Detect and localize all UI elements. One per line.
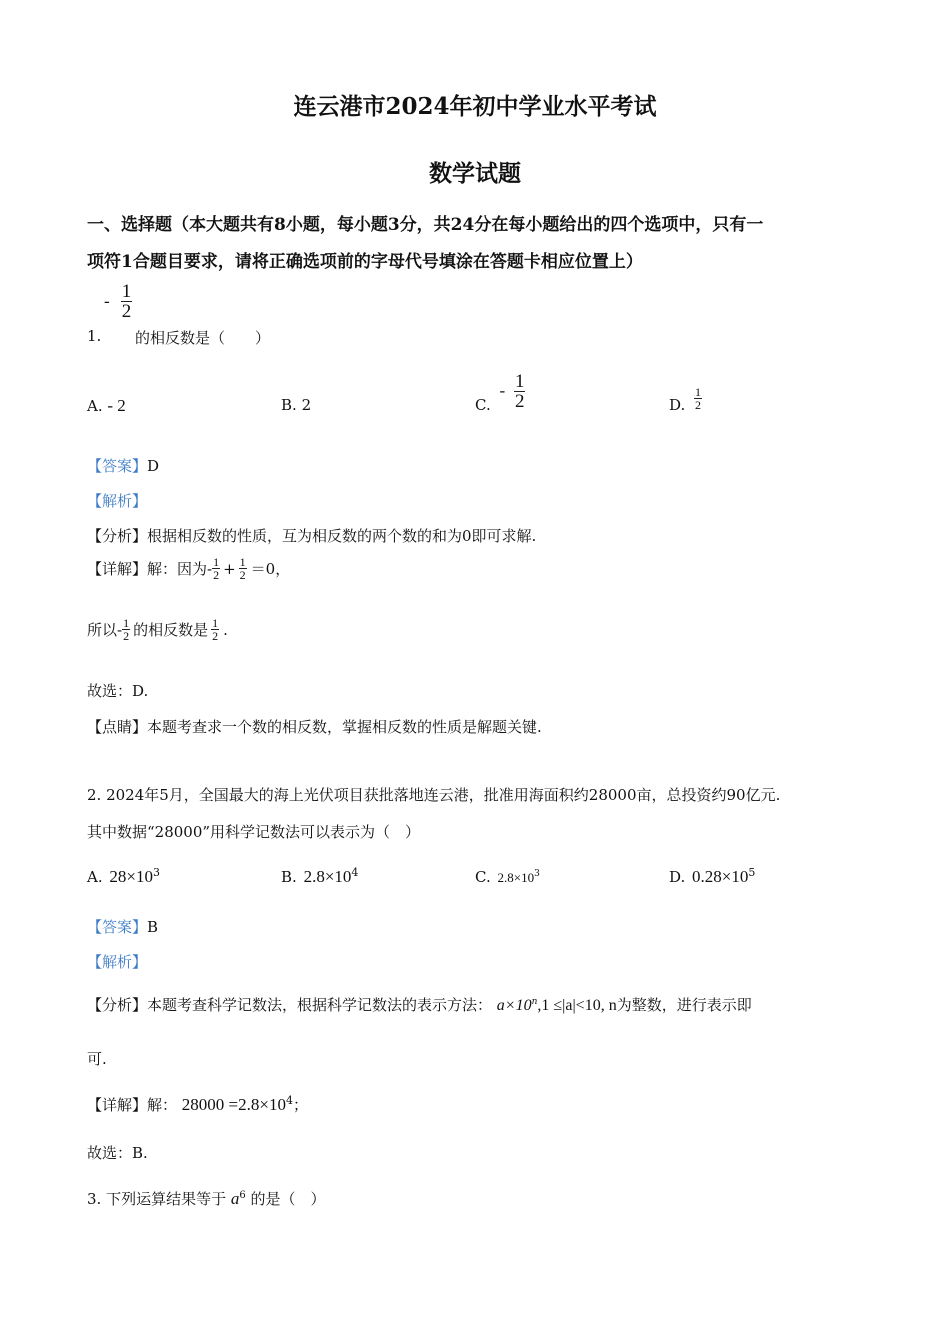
q2-option-c: C. $2.8\times 10^3$ [475, 868, 540, 886]
q2-guxuan: 故选：B. [87, 1144, 148, 1162]
q2-answer: 【答案】B [87, 918, 159, 936]
q1-answer: 【答案】D [87, 457, 160, 475]
q2-option-d: D. $0.28\times 10^5$ [669, 866, 756, 886]
q2-fenxi: 【分析】本题考查科学记数法，根据科学记数法的表示方法： $a\times 10^n,1 \le|a|<10$, n为整数，进行表示即 [87, 996, 752, 1014]
q1-option-c: C. - $\frac{1}{2}$ [475, 370, 525, 414]
section-heading-line1: 一、选择题（本大题共有8小题，每小题3分，共24分在每小题给出的四个选项中，只有一 [87, 215, 764, 235]
q1-fraction [104, 282, 132, 321]
q1-option-b: B. 2 [281, 396, 312, 414]
q1-xiangjie: 【详解】解：因为- $\frac{1}{2}$ + $\frac{1}{2}$ ＝0， [87, 555, 291, 582]
q2-stem-line2: 其中数据“28000”用科学记数法可以表示为（ ） [87, 823, 421, 841]
q1-analysis-tag: 【解析】 [87, 492, 148, 510]
exam-title: 连云港市2024年初中学业水平考试 [293, 93, 657, 120]
q2-option-a: A. $28\times 10^3$ [87, 866, 160, 886]
q1-frac-den: 2 [121, 301, 132, 322]
q1-guxuan: 故选：D. [87, 682, 149, 700]
q1-frac-sign: - [104, 291, 110, 311]
section-heading-line2: 项符1合题目要求，请将正确选项前的字母代号填涂在答题卡相应位置上） [87, 252, 643, 272]
q2-stem-line1: 2. 2024年5月，全国最大的海上光伏项目获批落地连云港，批准用海面积约28000亩，总投资约90亿元. [87, 786, 781, 804]
q2-option-b: B. $2.8\times 10^4$ [281, 866, 359, 886]
q1-dianjing: 【点睛】本题考查求一个数的相反数，掌握相反数的性质是解题关键. [87, 718, 542, 736]
exam-subtitle: 数学试题 [429, 160, 521, 187]
q2-xiangjie: 【详解】解： $28000 =2.8\times 10^4$； [87, 1094, 308, 1114]
q1-frac-num: 1 [121, 281, 132, 302]
q2-fenxi-line2: 可. [87, 1050, 107, 1068]
q1-suoyi: 所以- $\frac{1}{2}$ 的相反数是 $\frac{1}{2}$ . [87, 616, 228, 643]
q1-fenxi: 【分析】根据相反数的性质，互为相反数的两个数的和为0即可求解. [87, 527, 537, 545]
q1-number: 1. [87, 327, 102, 345]
q2-analysis-tag: 【解析】 [87, 953, 148, 971]
q1-option-d: D. $\frac{1}{2}$ [669, 384, 702, 414]
q1-option-a: A. - 2 [87, 396, 126, 415]
q1-stem: 的相反数是（ ） [135, 329, 271, 347]
q3-stem: 3. 下列运算结果等于 $a^6$ 的是（ ） [87, 1189, 326, 1208]
